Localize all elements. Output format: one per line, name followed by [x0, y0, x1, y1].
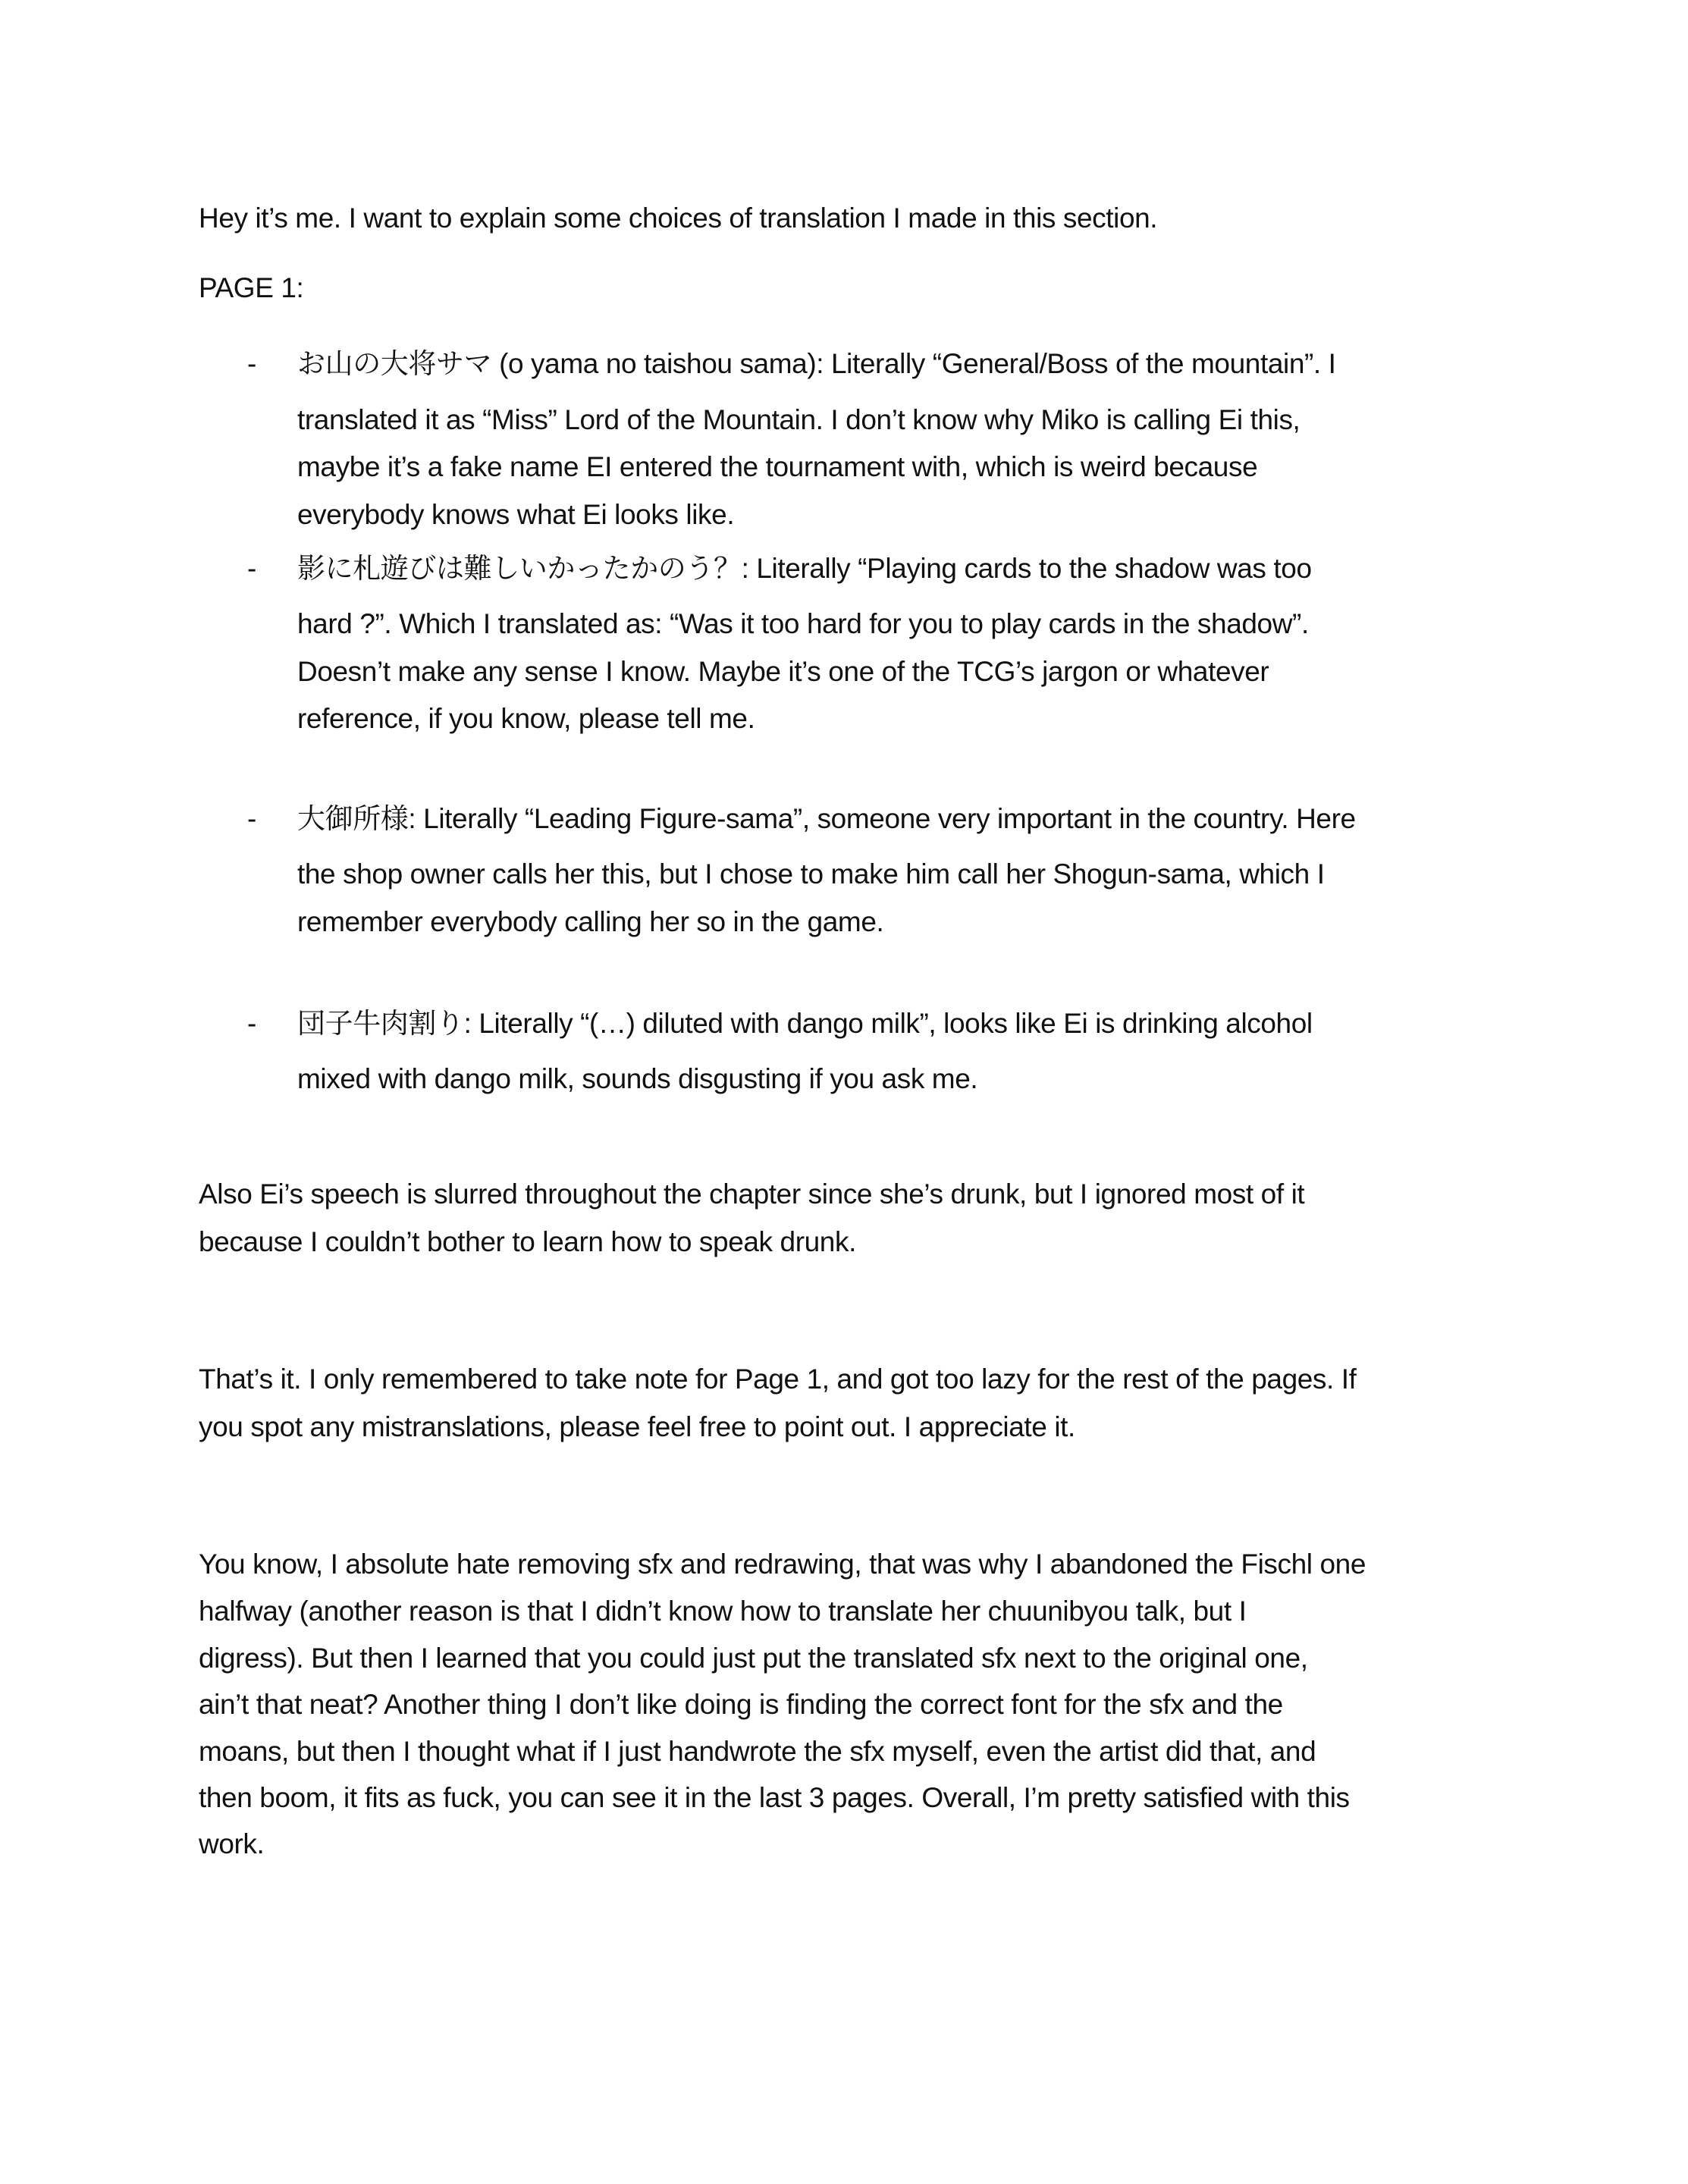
- bullet-line: translated it as “Miss” Lord of the Mountain. I don’t know why Miko is calling Ei this,: [297, 404, 1301, 435]
- bullet-line: hard ?”. Which I translated as: “Was it too hard for you to play cards in the shadow”.: [297, 608, 1309, 639]
- paragraph-line: you spot any mistranslations, please feel free to point out. I appreciate it.: [199, 1411, 1075, 1442]
- paragraph-line: You know, I absolute hate removing sfx and redrawing, that was why I abandoned the Fischl one: [199, 1549, 1366, 1580]
- bullet-line: remember everybody calling her so in the game.: [297, 906, 884, 937]
- intro-text: Hey it’s me. I want to explain some choices of translation I made in this section.: [199, 202, 1158, 234]
- bullet-line: 影に札遊びは難しいかったかのう？: Literally “Playing cards to the shadow was too: [297, 553, 1312, 584]
- paragraph-line: digress). But then I learned that you could just put the translated sfx next to the original one,: [199, 1643, 1308, 1674]
- bullet-line: Doesn’t make any sense I know. Maybe it’s one of the TCG’s jargon or whatever: [297, 656, 1269, 687]
- paragraph-line: work.: [199, 1828, 265, 1859]
- bullet-marker: -: [247, 803, 257, 834]
- bullet-marker: -: [247, 348, 257, 379]
- bullet-line: 団子牛肉割り: Literally “(…) diluted with dango milk”, looks like Ei is drinking alcohol: [297, 1008, 1313, 1039]
- bullet-line: reference, if you know, please tell me.: [297, 703, 755, 734]
- bullet-line: 大御所様: Literally “Leading Figure-sama”, someone very important in the country. Here: [297, 803, 1356, 834]
- paragraph-line: Also Ei’s speech is slurred throughout the chapter since she’s drunk, but I ignored most of it: [199, 1178, 1305, 1210]
- paragraph-line: halfway (another reason is that I didn’t know how to translate her chuunibyou talk, but I: [199, 1596, 1247, 1627]
- bullet-line: everybody knows what Ei looks like.: [297, 499, 735, 530]
- bullet-line: maybe it’s a fake name EI entered the tournament with, which is weird because: [297, 451, 1258, 482]
- paragraph-line: then boom, it fits as fuck, you can see it in the last 3 pages. Overall, I’m pretty satisfied with this: [199, 1782, 1350, 1813]
- paragraph-line: moans, but then I thought what if I just handwrote the sfx myself, even the artist did that, and: [199, 1736, 1316, 1767]
- bullet-line: お山の大将サマ (o yama no taishou sama): Literally “General/Boss of the mountain”. I: [297, 348, 1336, 379]
- paragraph-line: That’s it. I only remembered to take note for Page 1, and got too lazy for the rest of the pages. If: [199, 1363, 1357, 1395]
- page-heading: PAGE 1:: [199, 272, 304, 303]
- bullet-line: the shop owner calls her this, but I chose to make him call her Shogun-sama, which I: [297, 858, 1325, 890]
- bullet-marker: -: [247, 553, 257, 584]
- bullet-marker: -: [247, 1008, 257, 1039]
- paragraph-line: ain’t that neat? Another thing I don’t like doing is finding the correct font for the sfx and the: [199, 1689, 1283, 1720]
- paragraph-line: because I couldn’t bother to learn how to speak drunk.: [199, 1226, 856, 1257]
- bullet-line: mixed with dango milk, sounds disgusting if you ask me.: [297, 1063, 978, 1094]
